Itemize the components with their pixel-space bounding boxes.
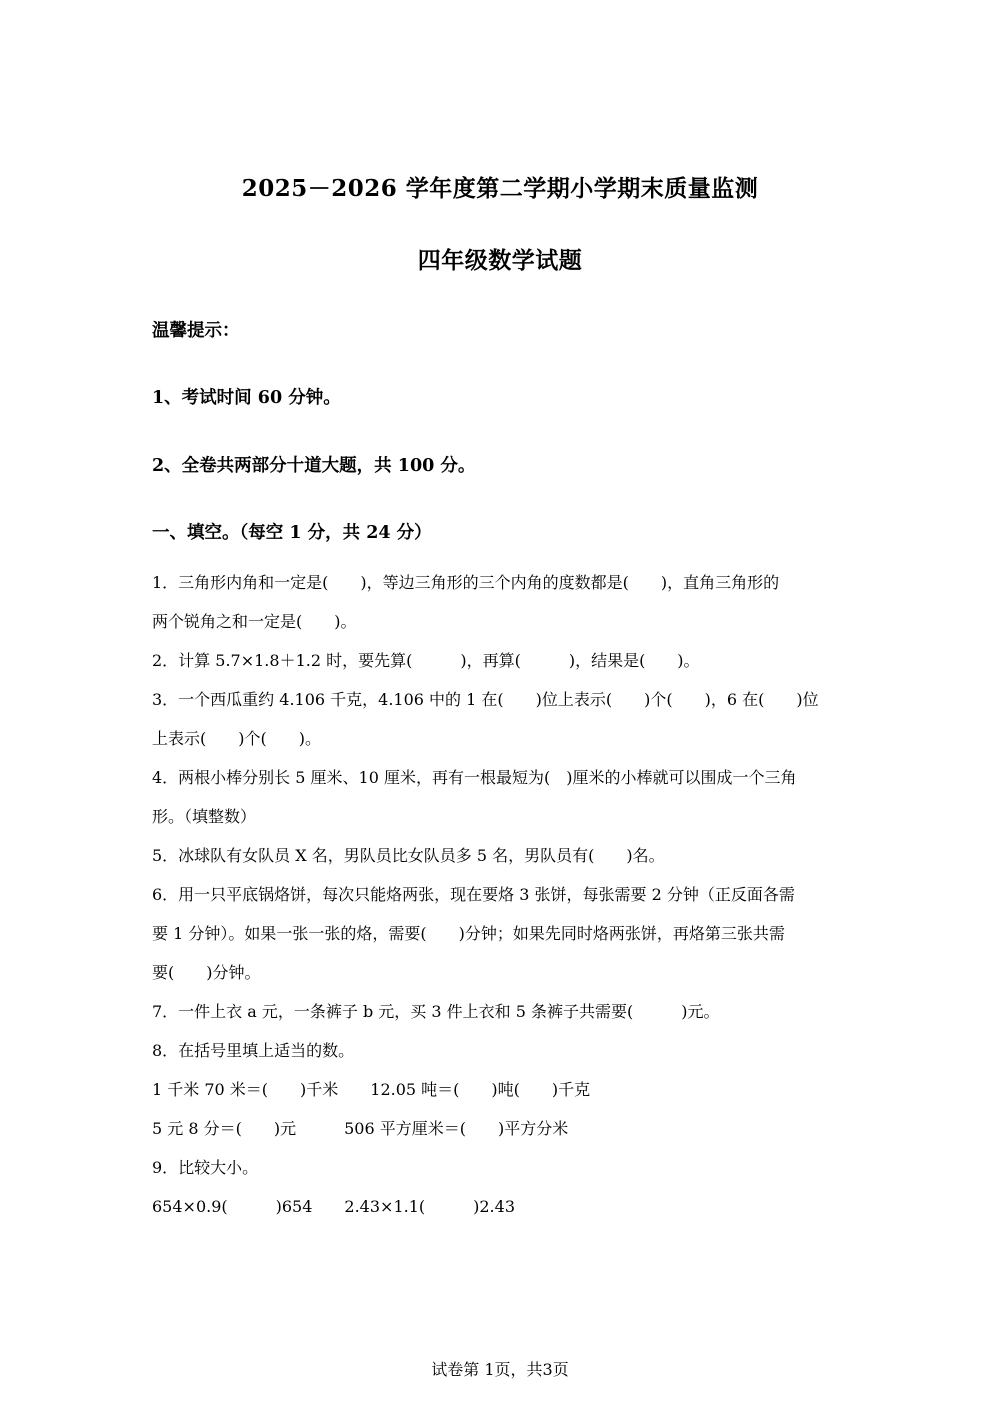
question-line: 形。（填整数） bbox=[152, 807, 257, 826]
tip-item: 1、考试时间 60 分钟。 bbox=[152, 388, 341, 408]
page-footer: 试卷第 1页，共3页 bbox=[431, 1360, 569, 1379]
question-line: 1．三角形内角和一定是( )，等边三角形的三个内角的度数都是( )，直角三角形的 bbox=[152, 573, 780, 592]
question-line: 5．冰球队有女队员 X 名，男队员比女队员多 5 名，男队员有( )名。 bbox=[152, 846, 665, 865]
section-heading: 一、填空。（每空 1 分，共 24 分） bbox=[152, 523, 432, 543]
exam-subtitle: 四年级数学试题 bbox=[417, 247, 583, 274]
question-line: 654×0.9( )654 2.43×1.1( )2.43 bbox=[152, 1197, 516, 1216]
question-line: 6．用一只平底锅烙饼，每次只能烙两张，现在要烙 3 张饼，每张需要 2 分钟（正反面各需 bbox=[152, 885, 795, 904]
question-line: 要( )分钟。 bbox=[152, 963, 261, 982]
question-line: 上表示( )个( )。 bbox=[152, 729, 321, 748]
question-line: 5 元 8 分＝( )元 506 平方厘米＝( )平方分米 bbox=[152, 1119, 569, 1138]
tip-item: 2、全卷共两部分十道大题，共 100 分。 bbox=[152, 456, 476, 476]
question-line: 4．两根小棒分别长 5 厘米、10 厘米，再有一根最短为( )厘米的小棒就可以围成一个三角 bbox=[152, 768, 797, 787]
question-line: 3．一个西瓜重约 4.106 千克，4.106 中的 1 在( )位上表示( )个( )，6 在( )位 bbox=[152, 690, 819, 709]
question-line: 1 千米 70 米＝( )千米 12.05 吨＝( )吨( )千克 bbox=[152, 1080, 591, 1099]
question-line: 7．一件上衣 a 元，一条裤子 b 元，买 3 件上衣和 5 条裤子共需要( )元。 bbox=[152, 1002, 720, 1021]
tips-heading: 温馨提示： bbox=[152, 321, 240, 341]
question-line: 两个锐角之和一定是( )。 bbox=[152, 612, 357, 631]
question-line: 2．计算 5.7×1.8＋1.2 时，要先算( )，再算( )，结果是( )。 bbox=[152, 651, 700, 670]
question-line: 8．在括号里填上适当的数。 bbox=[152, 1041, 355, 1060]
question-line: 要 1 分钟）。如果一张一张的烙，需要( )分钟；如果先同时烙两张饼，再烙第三张共需 bbox=[152, 924, 785, 943]
question-line: 9．比较大小。 bbox=[152, 1158, 259, 1177]
exam-title: 2025－2026 学年度第二学期小学期末质量监测 bbox=[241, 175, 759, 202]
